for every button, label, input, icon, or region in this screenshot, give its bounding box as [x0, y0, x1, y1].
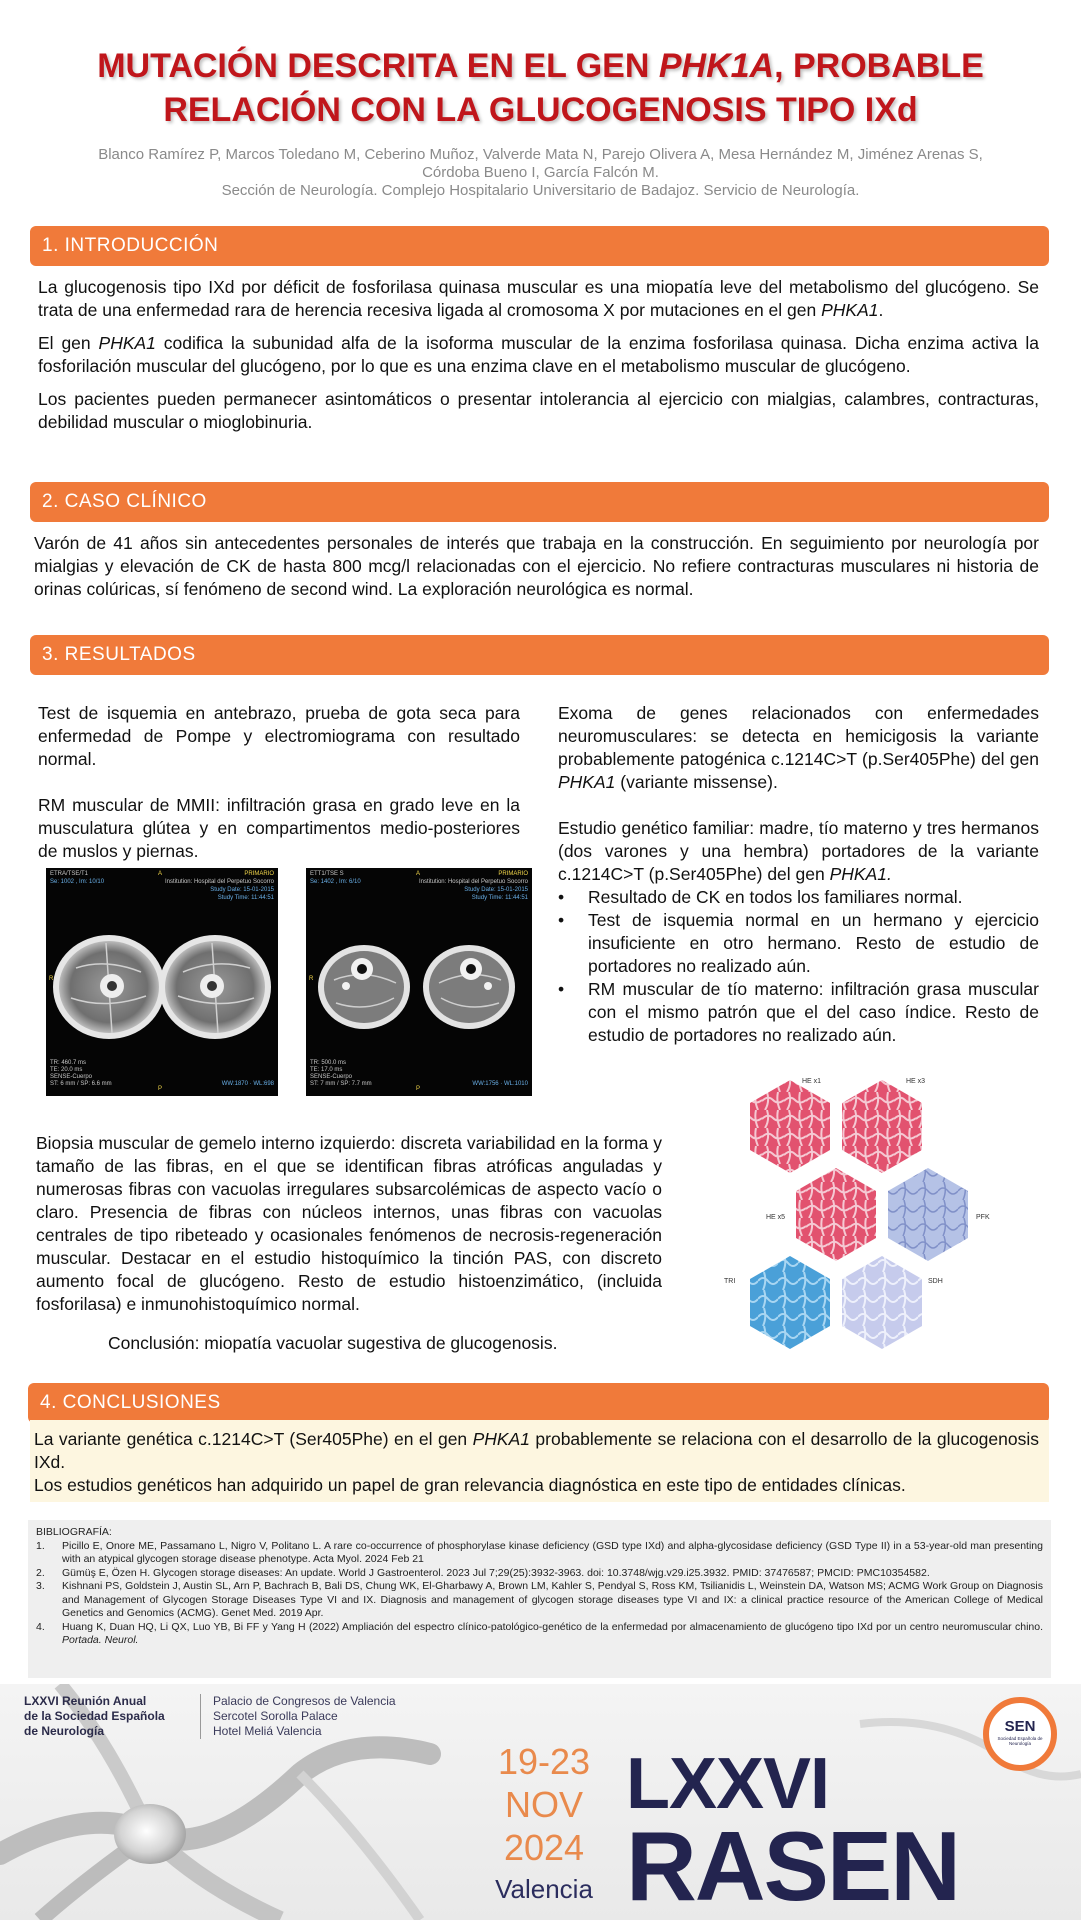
authors-line-1: Blanco Ramírez P, Marcos Toledano M, Ceberino Muñoz, Valverde Mata N, Parejo Olivera A, Mesa Hernández M, Jiménez Arenas S,: [98, 146, 983, 163]
results-ischemia-test: Test de isquemia en antebrazo, prueba de gota seca para enfermedad de Pompe y electromiograma con resultado normal.: [38, 703, 520, 769]
mri-image-right: [306, 868, 532, 1096]
mri-right-slice: ST: 7 mm / SP: 7.7 mm: [310, 1081, 372, 1087]
results-family-bullets: [558, 886, 1039, 1047]
bibliography-list: [36, 1540, 1043, 1648]
mri-left-time: Study Time: 11:44:51: [217, 895, 274, 901]
list-item: 4. Huang K, Duan HQ, Li QX, Luo YB, Bi FF y Yang H (2022) Ampliación del espectro clínico-patológico-genético de la enfermedad por almacenamiento de glucógeno tipo IXd por un centro neuromuscular chino. Portada. Neurol.: [36, 1620, 1043, 1646]
mri-right-series: Se: 1402 , Im: 6/10: [310, 879, 361, 885]
list-item: • RM muscular de tío materno: infiltración grasa muscular con el mismo patrón que el del caso índice. Resto de estudio de portadores no realizado aún.: [558, 978, 1039, 1047]
list-item: • Resultado de CK en todos los familiares normal.: [558, 886, 1039, 909]
mri-left-te: TE: 20.0 ms: [50, 1067, 83, 1073]
hex-sdh: [842, 1256, 922, 1349]
hex-tri: [750, 1256, 830, 1349]
mri-left-tr: TR: 460.7 ms: [50, 1060, 87, 1066]
meeting-dates: 19-23 NOV 2024: [497, 1741, 591, 1868]
histology-figure: [718, 1074, 990, 1364]
list-item: 3. Kishnani PS, Goldstein J, Austin SL, Arn P, Bachrach B, Bali DS, Chung WK, El-Gharbawy A, Brown LM, Kahler S, Pendyal S, Ross KM, Tsilianidis L, Weinstein DA, Watson MS; ACMG Work Group on Diagnosis and Management of Glycogen Storage Diseases Type VI and IX. Diagnosis and management of glycogen storage diseases type VI and IX: a clinical practice resource of the American College of Medical Genetics and Genomics (ACMG). Genet Med. 2019 Apr.: [36, 1580, 1043, 1619]
conclusions-paragraph-1: La variante genética c.1214C>T (Ser405Phe) en el gen PHKA1 probablemente se relaciona con el desarrollo de la glucogenosis IXd.: [34, 1429, 1039, 1472]
conclusions-paragraph-2: Los estudios genéticos han adquirido un papel de gran relevancia diagnóstica en este tipo de entidades clínicas.: [34, 1475, 906, 1495]
mri-left-date: Study Date: 15-01-2015: [210, 887, 274, 893]
mri-right-time: Study Time: 11:44:51: [471, 895, 528, 901]
results-conclusion: Conclusión: miopatía vacuolar sugestiva de glucogenosis.: [108, 1333, 558, 1353]
mri-left-marker-a: A: [158, 871, 163, 877]
hex-label: PFK: [976, 1214, 990, 1221]
mri-right-sequence: ETT1/TSE S: [310, 871, 344, 877]
case-text: Varón de 41 años sin antecedentes personales de interés que trabaja en la construcción. En seguimiento por neurología por mialgias y elevación de CK de hasta 800 mcg/l relacionadas con el ejercicio. No refiere contracturas musculares ni historia de orinas colúricas, sí fenómeno de second wind. La exploración neurológica es normal.: [34, 533, 1039, 599]
mri-left-slice: ST: 6 mm / SP: 6.6 mm: [50, 1081, 112, 1087]
bibliography-heading: BIBLIOGRAFÍA:: [36, 1526, 112, 1538]
hex-he-x1: [750, 1080, 830, 1173]
mri-left-institution: Institution: Hospital del Perpetuo Socorro: [164, 879, 274, 885]
mri-left-marker-r: R: [49, 976, 54, 982]
mri-right-window: WW:1756 · WL:1010: [472, 1081, 528, 1087]
hex-label: HE x1: [802, 1078, 822, 1085]
mri-right-marker-a: A: [416, 871, 421, 877]
mri-image-left: [46, 868, 278, 1096]
list-item: 1. Picillo E, Onore ME, Passamano L, Nigro V, Politano L. A rare co-occurrence of phosphorylase kinase deficiency (GSD type IXd) and alpha-glycosidase deficiency (GSD Type II) in a 53-year-old man presenting with an atypical glycogen storage disease phenotype. Acta Myol. 2024 Feb 21: [36, 1539, 1043, 1565]
conclusions-text: [34, 1428, 1039, 1497]
mri-left-sequence: ETRA/TSE/T1: [50, 871, 89, 877]
sen-logo-subtitle: Sociedad Española de Neurología: [997, 1736, 1043, 1746]
list-item: • Test de isquemia normal en un hermano y ejercicio insuficiente en otro hermano. Resto de estudio de portadores no realizado aún.: [558, 909, 1039, 978]
title-gene: PHK1A: [658, 47, 775, 85]
mri-left-primary: PRIMARIO: [244, 871, 274, 877]
bibliography: [28, 1520, 1051, 1678]
meeting-city: Valencia: [495, 1874, 593, 1904]
hex-label: TRI: [724, 1278, 736, 1285]
results-family-study: Estudio genético familiar: madre, tío materno y tres hermanos (dos varones y una hembra) portadores de la variante c.1214C>T (p.Ser405Phe) del gen PHKA1.: [558, 818, 1039, 884]
meeting-edition: LXXVI: [626, 1744, 830, 1824]
section-heading-intro: 1. INTRODUCCIÓN: [30, 226, 1049, 266]
title-line-1: MUTACIÓN DESCRITA EN EL GEN PHK1A, PROBABLE: [97, 47, 984, 85]
mri-right-tr: TR: 500.0 ms: [310, 1060, 347, 1066]
mri-right-date: Study Date: 15-01-2015: [464, 887, 528, 893]
intro-paragraph-3: Los pacientes pueden permanecer asintomáticos o presentar intolerancia al ejercicio con mialgias, calambres, contracturas, debilidad muscular o mioglobinuria.: [38, 389, 1039, 432]
hex-label: HE x3: [906, 1078, 926, 1085]
section-heading-case: 2. CASO CLÍNICO: [30, 482, 1049, 522]
results-mri: RM muscular de MMII: infiltración grasa en grado leve en la musculatura glútea y en compartimentos medio-posteriores de muslos y piernas.: [38, 795, 520, 861]
mri-right-primary: PRIMARIO: [498, 871, 528, 877]
meeting-name: LXXVI Reunión Anual de la Sociedad Española de Neurología: [24, 1694, 165, 1738]
results-right-text: [558, 702, 1039, 1047]
mri-right-marker-r: R: [309, 976, 314, 982]
authors-block: [60, 146, 1021, 200]
hex-label: SDH: [928, 1278, 943, 1285]
congress-footer: [0, 1684, 1081, 1920]
mri-right-marker-p: P: [416, 1086, 421, 1092]
hex-label: HE x5: [766, 1214, 786, 1221]
section-heading-results: 3. RESULTADOS: [30, 635, 1049, 675]
mri-left-series: Se: 1002 , Im: 10/10: [50, 879, 105, 885]
mri-right-coil: SENSE-Cuerpo: [310, 1074, 353, 1080]
authors-line-2: Córdoba Bueno I, García Falcón M.: [422, 164, 659, 181]
hex-he-x5: [796, 1168, 876, 1261]
results-left-text: [38, 702, 520, 873]
sen-logo: SEN: [1004, 1718, 1036, 1735]
hex-pfk: [888, 1168, 968, 1261]
intro-paragraph-1: La glucogenosis tipo IXd por déficit de fosforilasa quinasa muscular es una miopatía leve del metabolismo del glucógeno. Se trata de una enfermedad rara de herencia recesiva ligada al cromosoma X por mutaciones en el gen PHKA1.: [38, 277, 1039, 320]
mri-right-te: TE: 17.0 ms: [310, 1067, 343, 1073]
list-item: 2. Gümüş E, Özen H. Glycogen storage diseases: An update. World J Gastroenterol. 2023 Jul 7;29(25):3932-3963. doi: 10.3748/wjg.v29.i25.3932. PMID: 37476587; PMCID: PMC10354582.: [36, 1566, 930, 1579]
hex-he-x3: [842, 1080, 922, 1173]
mri-left-window: WW:1870 · WL:698: [221, 1081, 274, 1087]
section-heading-conclusions: 4. CONCLUSIONES: [28, 1383, 1049, 1423]
mri-left-marker-p: P: [158, 1086, 163, 1092]
meeting-venues: Palacio de Congresos de Valencia Sercotel Sorolla Palace Hotel Meliá Valencia: [200, 1694, 396, 1739]
intro-text: [38, 276, 1039, 444]
results-biopsy: Biopsia muscular de gemelo interno izquierdo: discreta variabilidad en la forma y tamaño de las fibras, en el que se identifican fibras atróficas anguladas y numerosas fibras con vacuolas irregulares subsarcolémicas de aspecto vacío o claro. Presencia de fibras con núcleos internos, unas fibras con vacuolas centrales de tipo ribeteado y ocasionales fenómenos de necrosis-regeneración muscular. Destacar en el estudio histoquímico la tinción PAS, con discreto aumento focal de glucógeno. Resto de estudio histoenzimático, (incluida fosforilasa) e inmunohistoquímico normal.: [36, 1133, 662, 1314]
meeting-acronym: RASEN: [626, 1811, 960, 1920]
affiliation: Sección de Neurología. Complejo Hospitalario Universitario de Badajoz. Servicio de Neurología.: [221, 182, 860, 199]
mri-left-coil: SENSE-Cuerpo: [50, 1074, 93, 1080]
mri-right-institution: Institution: Hospital del Perpetuo Socorro: [418, 879, 528, 885]
intro-paragraph-2: El gen PHKA1 codifica la subunidad alfa de la isoforma muscular de la enzima fosforilasa quinasa. Dicha enzima activa la fosforilación muscular del glucógeno, por lo que es una enzima clave en el metabolismo muscular de glucógeno.: [38, 333, 1039, 376]
poster-title: [30, 44, 1051, 132]
histology-hexagons: [718, 1074, 986, 1364]
results-exome: Exoma de genes relacionados con enfermedades neuromusculares: se detecta en hemicigosis la variante probablemente patogénica c.1214C>T (p.Ser405Phe) del gen PHKA1 (variante missense).: [558, 703, 1039, 792]
title-line-2: RELACIÓN CON LA GLUCOGENOSIS TIPO IXd: [163, 91, 918, 129]
